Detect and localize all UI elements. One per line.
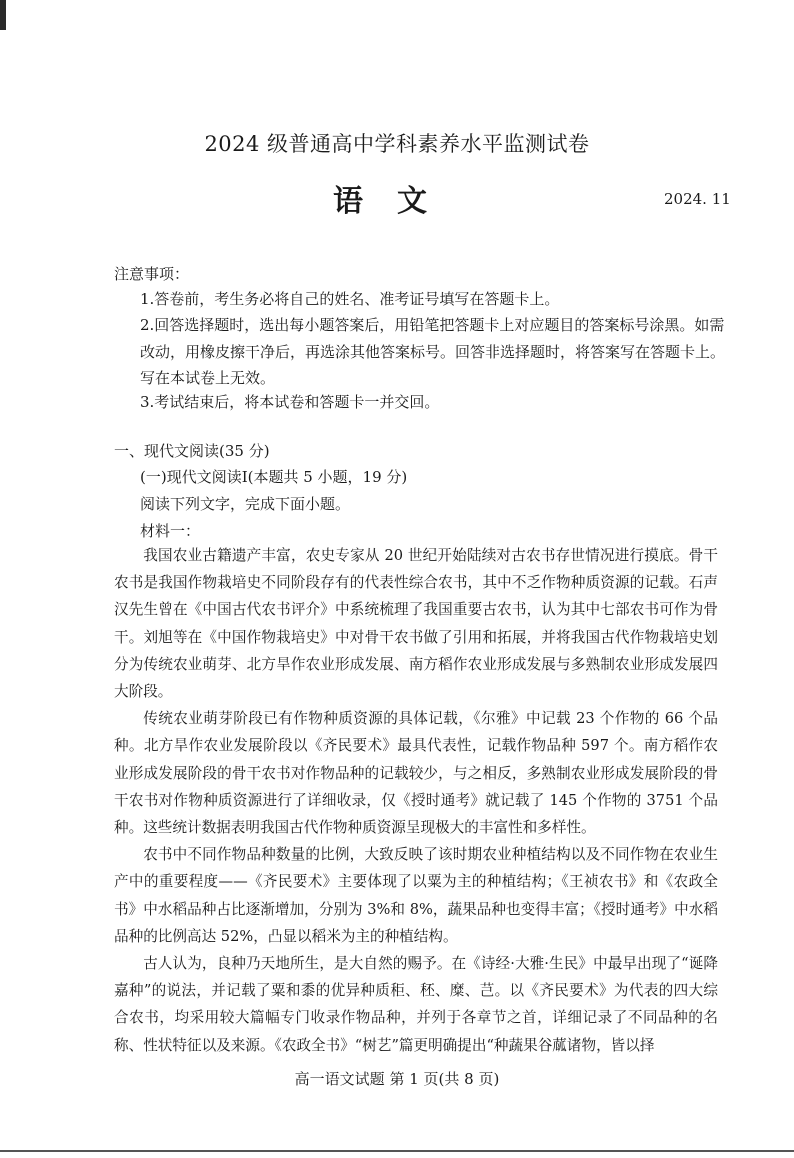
notes-heading: 注意事项： <box>114 265 190 283</box>
material-label: 材料一： <box>140 522 201 540</box>
scan-corner-mark <box>0 0 6 30</box>
instruction-text: 阅读下列文字，完成下面小题。 <box>140 495 351 513</box>
note-item <box>140 312 725 392</box>
section-heading: 一、现代文阅读(35 分) <box>114 442 270 460</box>
article-body <box>114 542 718 1059</box>
sub-heading: (一)现代文阅读Ⅰ(本题共 5 小题，19 分) <box>140 468 408 486</box>
exam-title: 2024 级普通高中学科素养水平监测试卷 <box>204 132 590 156</box>
article-paragraph: 农书中不同作物品种数量的比例，大致反映了该时期农业种植结构以及不同作物在农业生产中的重要程度——《齐民要术》主要体现了以粟为主的种植结构；《王祯农书》和《农政全书》中水稻品种占比逐渐增加，分别为 3%和 8%，蔬果品种也变得丰富；《授时通考》中水稻品种的比例高达 52%，凸显以稻米为主的种植结构。 <box>114 846 718 945</box>
note-item: 3.考试结束后，将本试卷和答题卡一并交回。 <box>140 393 440 411</box>
bottom-rule <box>0 1150 794 1152</box>
note-item-text: 2.回答选择题时，选出每小题答案后，用铅笔把答题卡上对应题目的答案标号涂黑。如需改动，用橡皮擦干净后，再选涂其他答案标号。回答非选择题时，将答案写在答题卡上。写在本试卷上无效。 <box>140 316 726 387</box>
article-paragraph: 传统农业萌芽阶段已有作物种质资源的具体记载，《尔雅》中记载 23 个作物的 66 个品种。北方旱作农业发展阶段以《齐民要术》最具代表性，记载作物品种 597 个。南方稻作农业形成发展阶段的骨干农书对作物品种的记载较少，与之相反，多熟制农业形成发展阶段的骨干农书对作物种质资源进行了详细收录，仅《授时通考》就记载了 145 个作物的 3751 个品种。这些统计数据表明我国古代作物种质资源呈现极大的丰富性和多样性。 <box>114 710 718 837</box>
note-item: 1.答卷前，考生务必将自己的姓名、准考证号填写在答题卡上。 <box>140 290 560 308</box>
exam-date: 2024. 11 <box>664 190 731 208</box>
article-paragraph: 我国农业古籍遗产丰富，农史专家从 20 世纪开始陆续对古农书存世情况进行摸底。骨干农书是我国作物栽培史不同阶段存有的代表性综合农书，其中不乏作物种质资源的记载。石声汉先生曾在《中国古代农书评介》中系统梳理了我国重要古农书，认为其中七部农书可作为骨干。刘旭等在《中国作物栽培史》中对骨干农书做了引用和拓展，并将我国古代作物栽培史划分为传统农业萌芽、北方旱作农业形成发展、南方稻作农业形成发展与多熟制农业形成发展四大阶段。 <box>114 547 718 701</box>
subject-title: 语文 <box>333 184 461 219</box>
article-paragraph: 古人认为，良种乃天地所生，是大自然的赐予。在《诗经·大雅·生民》中最早出现了“诞降嘉种”的说法，并记载了粟和黍的优异种质秬、秠、糜、芑。以《齐民要术》为代表的四大综合农书，均采用较大篇幅专门收录作物品种，并列于各章节之首，详细记录了不同品种的名称、性状特征以及来源。《农政全书》“树艺”篇更明确提出“种蔬果谷蓏诸物，皆以择 <box>114 955 718 1054</box>
page-footer: 高一语文试题 第 1 页(共 8 页) <box>294 1070 500 1088</box>
